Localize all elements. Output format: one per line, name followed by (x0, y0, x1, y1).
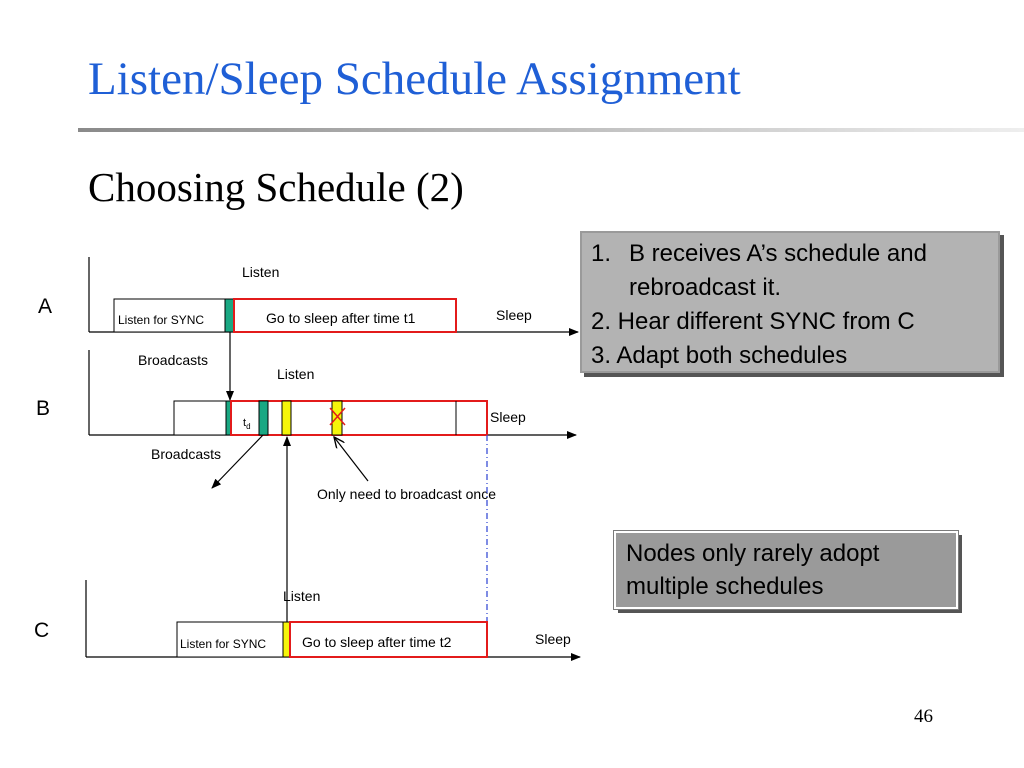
step-2-text: 2. Hear different SYNC from C (591, 308, 915, 335)
step-1-number: 1. (591, 240, 612, 267)
slide-title: Listen/Sleep Schedule Assignment (88, 53, 741, 105)
node-b-rebroadcast-slot (259, 401, 268, 435)
node-a-listen-label: Listen (242, 264, 280, 280)
step-1-line-1: B receives A’s schedule and (629, 240, 927, 267)
slide-subtitle: Choosing Schedule (2) (88, 164, 464, 210)
node-b-td-label: $t_d$ (243, 417, 251, 431)
step-3-text: 3. Adapt both schedules (591, 342, 848, 369)
node-a-listen-sync-text: Listen for SYNC (118, 313, 205, 327)
node-b-listen-label: Listen (277, 366, 315, 382)
note-line-2: multiple schedules (626, 573, 824, 600)
note-callout (614, 531, 958, 609)
node-a-sync-slot (225, 299, 234, 332)
node-c-sleep-text: Go to sleep after time t2 (302, 634, 452, 650)
only-broadcast-once-label: Only need to broadcast once (317, 486, 497, 502)
node-b-listen-box (174, 401, 226, 435)
node-c-sync-slot (283, 622, 290, 657)
node-b-label: B (36, 397, 51, 420)
node-c-label: C (34, 619, 50, 642)
node-b-sleep-label: Sleep (490, 409, 526, 425)
page-number: 46 (914, 706, 933, 727)
only-once-pointer-arrow (334, 437, 368, 481)
node-b-timeline (36, 350, 576, 435)
node-a-broadcasts-label: Broadcasts (138, 352, 209, 368)
node-c-sleep-label: Sleep (535, 631, 571, 647)
node-a-sleep-label: Sleep (496, 307, 532, 323)
node-b-broadcasts-label: Broadcasts (151, 446, 222, 462)
step-1-line-2: rebroadcast it. (629, 274, 782, 301)
node-a-timeline (38, 257, 578, 332)
node-b-schedule-box (231, 401, 487, 435)
node-c-timeline (34, 580, 580, 657)
node-b-sync-c-slot (282, 401, 291, 435)
node-a-label: A (38, 295, 53, 318)
node-c-listen-label: Listen (283, 588, 321, 604)
node-a-sleep-text: Go to sleep after time t1 (266, 310, 416, 326)
steps-callout (580, 231, 1000, 373)
node-c-listen-sync-text: Listen for SYNC (180, 637, 267, 651)
note-line-1: Nodes only rarely adopt (626, 540, 880, 567)
